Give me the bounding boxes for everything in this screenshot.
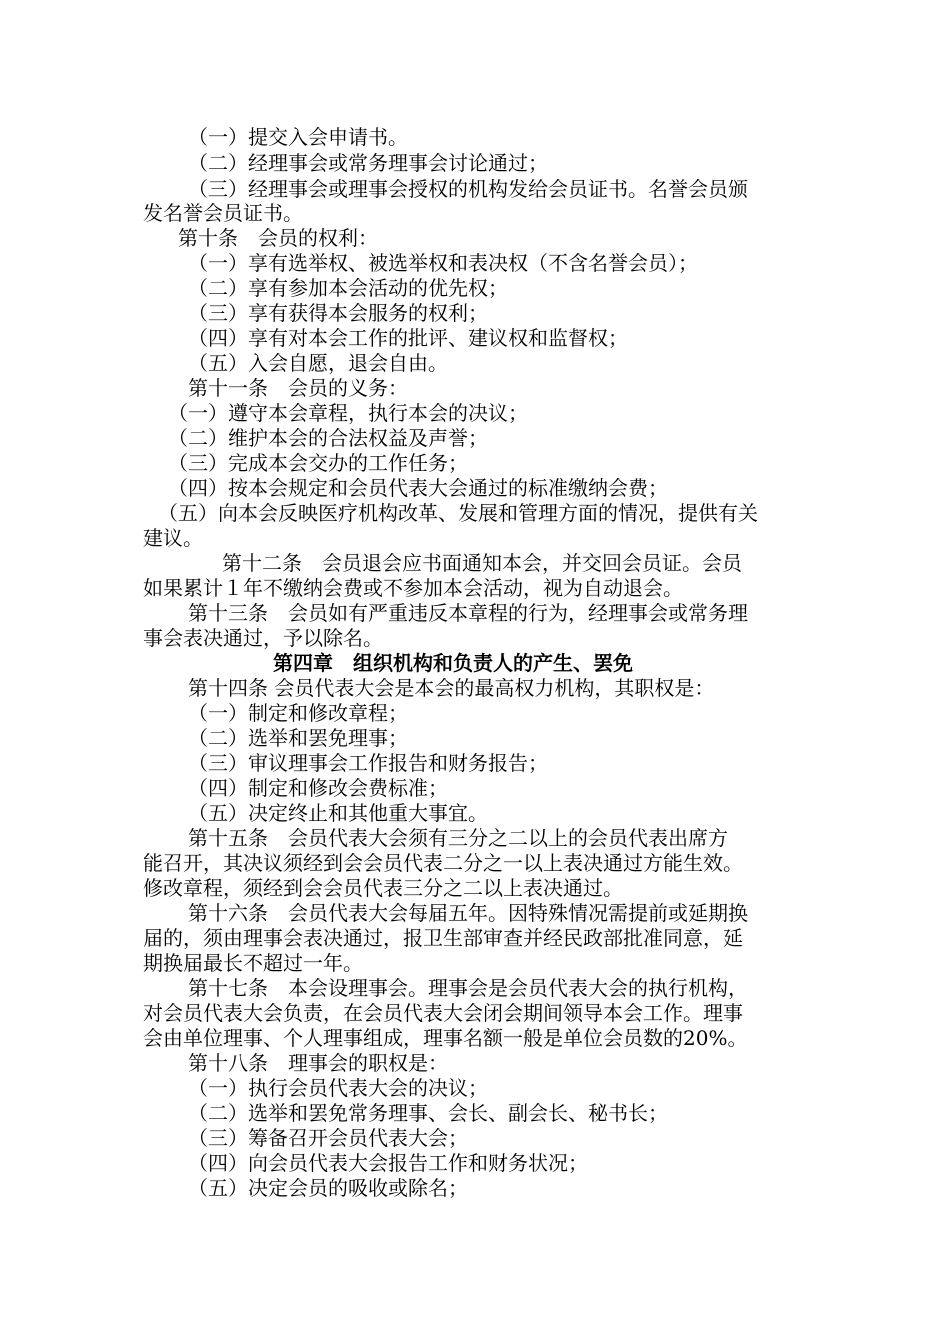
text-line: （五）决定会员的吸收或除名； — [188, 1176, 468, 1200]
article-heading: 第十五条 会员代表大会须有三分之二以上的会员代表出席方 — [188, 826, 728, 850]
text-line: （三）经理事会或理事会授权的机构发给会员证书。名誉会员颁 — [188, 177, 748, 201]
text-line: （三）享有获得本会服务的权利； — [188, 301, 488, 325]
text-line: （五）决定终止和其他重大事宜。 — [188, 801, 488, 825]
text-line: 期换届最长不超过一年。 — [143, 951, 363, 975]
chapter-heading: 第四章 组织机构和负责人的产生、罢免 — [273, 651, 633, 675]
text-line: 能召开，其决议须经到会会员代表二分之一以上表决通过方能生效。 — [143, 851, 743, 875]
text-line: （四）享有对本会工作的批评、建议权和监督权； — [188, 326, 628, 350]
text-line: （二）享有参加本会活动的优先权； — [188, 276, 508, 300]
text-line: 发名誉会员证书。 — [143, 201, 303, 225]
text-line: （二）选举和罢免理事； — [188, 726, 408, 750]
text-line: （四）按本会规定和会员代表大会通过的标准缴纳会费； — [168, 476, 668, 500]
text-line: （二）维护本会的合法权益及声誉； — [168, 426, 488, 450]
text-line: （一）制定和修改章程； — [188, 701, 408, 725]
text-line: （三）筹备召开会员代表大会； — [188, 1126, 468, 1150]
text-line: 如果累计１年不缴纳会费或不参加本会活动，视为自动退会。 — [143, 576, 683, 600]
text-line: （一）遵守本会章程，执行本会的决议； — [168, 401, 528, 425]
text-line: （五）入会自愿，退会自由。 — [188, 351, 448, 375]
text-line: （四）向会员代表大会报告工作和财务状况； — [188, 1151, 588, 1175]
article-heading: 第十六条 会员代表大会每届五年。因特殊情况需提前或延期换 — [188, 901, 748, 925]
text-line: （三）审议理事会工作报告和财务报告； — [188, 751, 548, 775]
article-heading: 第十七条 本会设理事会。理事会是会员代表大会的执行机构， — [188, 976, 748, 1000]
text-line: 对会员代表大会负责，在会员代表大会闭会期间领导本会工作。理事 — [143, 1001, 743, 1025]
text-line: 建议。 — [143, 526, 203, 550]
text-line: 会由单位理事、个人理事组成，理事名额一般是单位会员数的20%。 — [143, 1026, 748, 1050]
article-heading: 第十一条 会员的义务： — [188, 376, 408, 400]
text-line: （一）享有选举权、被选举权和表决权（不含名誉会员）； — [188, 251, 698, 275]
text-line: （一）提交入会申请书。 — [188, 125, 408, 149]
article-heading: 第十二条 会员退会应书面通知本会，并交回会员证。会员 — [222, 551, 742, 575]
text-line: 届的，须由理事会表决通过，报卫生部审查并经民政部批准同意，延 — [143, 926, 743, 950]
text-line: （二）选举和罢免常务理事、会长、副会长、秘书长； — [188, 1101, 668, 1125]
text-line: （四）制定和修改会费标准； — [188, 776, 448, 800]
text-line: （二）经理事会或常务理事会讨论通过； — [188, 151, 548, 175]
text-line: （五）向本会反映医疗机构改革、发展和管理方面的情况，提供有关 — [158, 501, 758, 525]
article-heading: 第十条 会员的权利： — [178, 226, 378, 250]
article-heading: 第十三条 会员如有严重违反本章程的行为，经理事会或常务理 — [188, 601, 748, 625]
article-heading: 第十四条 会员代表大会是本会的最高权力机构，其职权是： — [188, 676, 715, 700]
text-line: （一）执行会员代表大会的决议； — [188, 1076, 488, 1100]
text-line: 修改章程，须经到会会员代表三分之二以上表决通过。 — [143, 876, 623, 900]
article-heading: 第十八条 理事会的职权是： — [188, 1051, 448, 1075]
text-line: （三）完成本会交办的工作任务； — [168, 451, 468, 475]
text-line: 事会表决通过，予以除名。 — [143, 626, 383, 650]
